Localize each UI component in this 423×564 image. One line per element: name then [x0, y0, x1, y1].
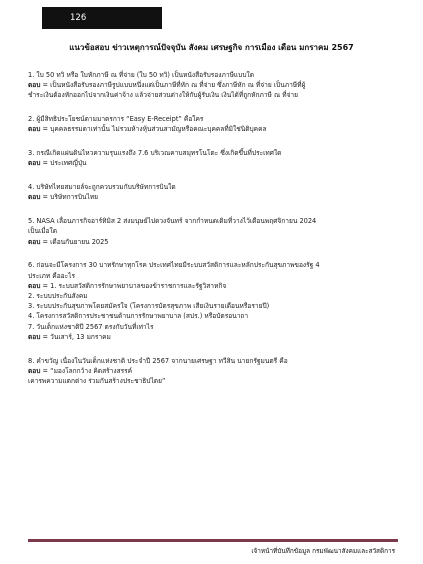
answer-text-cont: ชำระเงินต้องหักออกไปจากเงินค่าจ้าง แล้วจ่ายส่วนต่างให้กับผู้รับเงิน เงินได้ที่ถูกหักภาษี ณ ที่จ่าย	[28, 91, 298, 100]
answer-text: เดือนกันยายน 2025	[50, 237, 109, 246]
question-text: 2. ผู้มีสิทธิประโยชน์ตามมาตรการ “Easy E-Receipt” คือใคร	[28, 115, 204, 124]
answer: ตอบ = เดือนกันยายน 2025	[28, 237, 109, 246]
question-item-2	[28, 114, 398, 134]
question-text-cont: เป็นเมื่อใด	[28, 227, 58, 236]
page-number: 126	[70, 13, 87, 23]
footer-divider	[28, 539, 398, 542]
answer-text: วันเสาร์, 13 มกราคม	[50, 332, 111, 341]
answer-option: 3. ระบบประกันสุขภาพโดยสมัครใจ (โครงการบัตรสุขภาพ เสียเงินรายเดือนหรือรายปี)	[28, 302, 270, 311]
answer-label: ตอบ	[28, 159, 41, 168]
question-item-5	[28, 216, 398, 247]
answer-text-cont: เคารพความแตกต่าง ร่วมกันสร้างประชาธิปไตย”	[28, 377, 166, 386]
question-text: 3. กรณีเกิดแผ่นดินไหวความรุนแรงถึง 7.6 บริเวณคาบสมุทรโนโตะ ซึ่งเกิดขึ้นที่ประเทศใด	[28, 149, 282, 158]
answer: ตอบ = เป็นหนังสือรับรองภาษีรูปแบบหนึ่งแต่เป็นภาษีที่หัก ณ ที่จ่าย ซึ่งภาษีหัก ณ ที่จ่าย เป็นภาษีที่ผู้	[28, 81, 306, 90]
answer-text: “มองโลกกว้าง คิดสร้างสรรค์	[50, 366, 133, 375]
answer-label: ตอบ	[28, 193, 41, 202]
question-text: 1. ใบ 50 ทวิ หรือ ใบหักภาษี ณ ที่จ่าย (ใบ 50 ทวิ) เป็นหนังสือรับรองภาษีแบบใด	[28, 71, 255, 79]
question-text-cont: ประเภท คืออะไร	[28, 271, 76, 280]
answer: ตอบ = บริษัทการบินไทย	[28, 193, 99, 202]
answer-option: 4. โครงการสวัสดิการประชาชนด้านการรักษาพยาบาล (สปร.) หรือบัตรอนาถา	[28, 312, 249, 321]
question-text: 8. คำขวัญ เนื่องในวันเด็กแห่งชาติ ประจำปี 2567 จากนายเศรษฐา ทวีสิน นายกรัฐมนตรี คือ	[28, 356, 288, 365]
question-text: 6. ก่อนจะมีโครงการ 30 บาทรักษาทุกโรค ประเทศไทยมีระบบสวัสดิการและหลักประกันสุขภาพของรัฐ 4	[28, 261, 320, 270]
answer: ตอบ = บุคคลธรรมดาเท่านั้น ไม่รวมห้างหุ้นส่วนสามัญหรือคณะบุคคลที่มิใช่นิติบุคคล	[28, 125, 267, 134]
answer-option: 2. ระบบประกันสังคม	[28, 292, 88, 301]
question-text-7: 7. วันเด็กแห่งชาติปี 2567 ตรงกับวันที่เท่าไร	[28, 322, 154, 331]
answer-label: ตอบ	[28, 366, 41, 375]
answer: ตอบ = “มองโลกกว้าง คิดสร้างสรรค์	[28, 366, 133, 375]
question-text: 5. NASA เลื่อนภารกิจอาร์ทิมิส 2 ส่งมนุษย์ไปดวงจันทร์ จากกำหนดเดิมที่วางไว้เดือนพฤศจิกายน 2024	[28, 217, 317, 226]
answer-label: ตอบ	[28, 332, 41, 341]
answer: ตอบ = 1. ระบบสวัสดิการรักษาพยาบาลของข้าราชการและรัฐวิสาหกิจ	[28, 281, 227, 290]
answer: ตอบ = วันเสาร์, 13 มกราคม	[28, 332, 111, 341]
page-number-box	[42, 7, 162, 29]
answer-text: บริษัทการบินไทย	[50, 193, 99, 202]
answer-text: 1. ระบบสวัสดิการรักษาพยาบาลของข้าราชการและรัฐวิสาหกิจ	[50, 281, 227, 290]
answer: ตอบ = ประเทศญี่ปุ่น	[28, 159, 87, 168]
answer-label: ตอบ	[28, 281, 41, 290]
question-item-1	[28, 70, 398, 101]
question-item-3	[28, 148, 398, 168]
answer-text: เป็นหนังสือรับรองภาษีรูปแบบหนึ่งแต่เป็นภาษีที่หัก ณ ที่จ่าย ซึ่งภาษีหัก ณ ที่จ่าย เป็นภาษีที่ผู้	[50, 81, 306, 90]
question-text: 4. บริษัทไทยสมายล์จะถูกควบรวมกับบริษัทการบินใด	[28, 183, 176, 192]
answer-text: บุคคลธรรมดาเท่านั้น ไม่รวมห้างหุ้นส่วนสามัญหรือคณะบุคคลที่มิใช่นิติบุคคล	[50, 125, 267, 134]
answer-label: ตอบ	[28, 237, 41, 246]
document-title: แนวข้อสอบ ข่าวเหตุการณ์ปัจจุบัน สังคม เศรษฐกิจ การเมือง เดือน มกราคม 2567	[69, 43, 354, 52]
question-item-4	[28, 182, 398, 202]
answer-text: ประเทศญี่ปุ่น	[50, 159, 87, 168]
answer-label: ตอบ	[28, 125, 41, 134]
question-item-6	[28, 260, 398, 342]
answer-label: ตอบ	[28, 81, 41, 90]
footer-credit: เจ้าหน้าที่บันทึกข้อมูล กรมพัฒนาสังคมและสวัสดิการ	[251, 547, 395, 555]
question-list	[28, 70, 398, 400]
question-item-8	[28, 356, 398, 387]
